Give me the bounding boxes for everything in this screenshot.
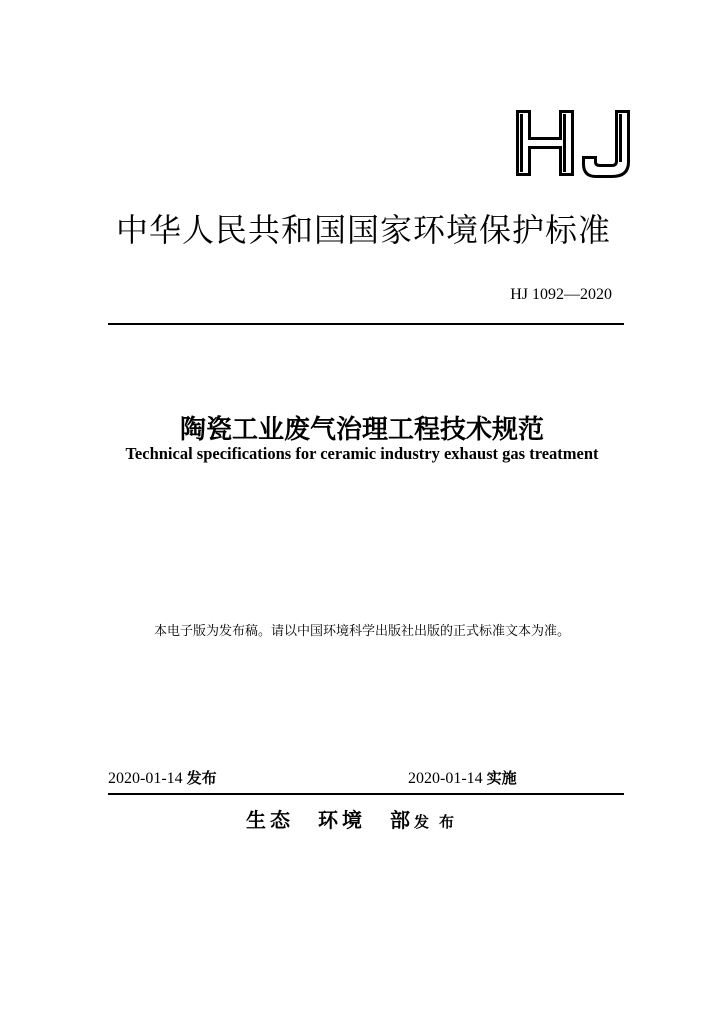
implement-date-line xyxy=(408,767,517,788)
logo-letter-j xyxy=(582,110,630,178)
implement-label: 实施 xyxy=(486,769,517,787)
implement-date: 2020-01-14 xyxy=(408,770,483,787)
issuer-org: 生态 环境 部 xyxy=(246,808,414,832)
logo-letter-h xyxy=(516,110,574,176)
document-title-en: Technical specifications for ceramic industry exhaust gas treatment xyxy=(125,444,599,463)
issue-date: 2020-01-14 xyxy=(108,770,183,787)
bottom-divider xyxy=(108,793,624,795)
issuer-action: 发布 xyxy=(414,813,465,831)
issue-date-line xyxy=(108,767,217,788)
electronic-version-notice: 本电子版为发布稿。请以中国环境科学出版社出版的正式标准文本为准。 xyxy=(153,624,570,639)
issue-label: 发布 xyxy=(186,769,217,787)
top-divider xyxy=(108,323,624,325)
standard-number: HJ 1092—2020 xyxy=(510,286,612,303)
issuer-line xyxy=(246,804,464,833)
document-title-cn: 陶瓷工业废气治理工程技术规范 xyxy=(179,415,544,445)
standard-series-title: 中华人民共和国国家环境保护标准 xyxy=(116,211,612,249)
hj-logo xyxy=(512,106,636,182)
